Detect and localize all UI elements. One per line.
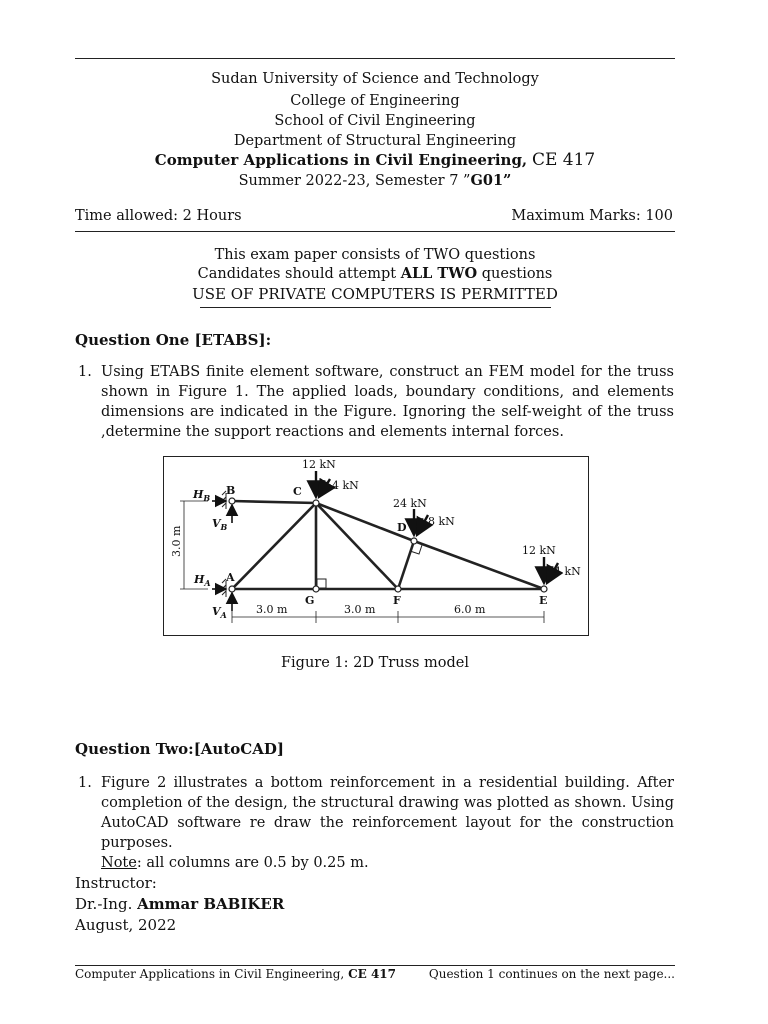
instruction-line-2-suffix: questions xyxy=(481,266,553,282)
instructor-label: Instructor: xyxy=(75,874,157,892)
question-two-text: Figure 2 illustrates a bottom reinforcement in a residential building. After completion of the design, the structural drawing was plotted as shown. Using AutoCAD software re draw the reinforcement layout for the construction purposes. xyxy=(101,775,674,851)
node-d xyxy=(411,538,417,544)
question-two-number: 1. xyxy=(78,775,92,791)
course-code: CE 417 xyxy=(531,150,596,170)
member-cf xyxy=(316,503,398,589)
instruction-line-3: USE OF PRIVATE COMPUTERS IS PERMITTED xyxy=(192,285,558,303)
group-code: G01” xyxy=(470,172,512,189)
course-title xyxy=(75,149,675,171)
instructor-title: Dr.-Ing. xyxy=(75,895,133,913)
instructor-date: August, 2022 xyxy=(75,916,177,934)
truss-members xyxy=(232,501,544,589)
dimension-fe: 6.0 m xyxy=(454,603,486,616)
header-rule xyxy=(75,231,675,232)
node-label-a: A xyxy=(226,571,235,584)
member-df xyxy=(398,541,414,589)
node-label-g: G xyxy=(305,594,315,607)
load-e-vertical: 12 kN xyxy=(522,544,556,557)
instructor-name: Ammar BABIKER xyxy=(137,895,285,913)
reaction-hb: $H_B$ xyxy=(193,488,211,503)
college-name: College of Engineering xyxy=(290,93,460,109)
node-f xyxy=(395,586,401,592)
reaction-va: $V_A$ xyxy=(212,605,227,620)
instruction-line-1: This exam paper consists of TWO questions xyxy=(214,247,536,263)
instruction-rule xyxy=(200,307,551,308)
exam-meta-row xyxy=(75,208,673,224)
load-d-horizontal: 8 kN xyxy=(428,515,455,528)
node-a xyxy=(229,586,235,592)
member-bc xyxy=(232,501,316,503)
question-two-note xyxy=(101,853,674,873)
load-c-horizontal: 4 kN xyxy=(332,479,359,492)
load-e-horizontal: 4 kN xyxy=(554,565,581,578)
reaction-ha: $H_A$ xyxy=(194,573,211,588)
footer-left xyxy=(75,967,396,981)
truss-figure xyxy=(163,456,589,636)
note-text: : all columns are 0.5 by 0.25 m. xyxy=(136,855,369,871)
node-e xyxy=(541,586,547,592)
node-c xyxy=(313,500,319,506)
node-label-d: D xyxy=(397,521,407,534)
instruction-line-2-bold: ALL TWO xyxy=(400,265,478,282)
university-name: Sudan University of Science and Technology xyxy=(211,71,539,87)
question-one-text: Using ETABS finite element software, construct an FEM model for the truss shown in Figure 1. The applied loads, boundary conditions, and elements dimensions are indicated in the Figure. Ignoring the self-weight of the truss ,determine the support reactions and elements internal forces. xyxy=(101,364,674,440)
figure-caption: Figure 1: 2D Truss model xyxy=(280,655,470,671)
node-b xyxy=(229,498,235,504)
instruction-line-2 xyxy=(75,263,675,285)
instructor-block xyxy=(75,873,284,936)
node-label-c: C xyxy=(293,485,302,498)
question-one-item xyxy=(78,362,674,442)
dimension-ag: 3.0 m xyxy=(256,603,288,616)
question-one-heading: Question One [ETABS]: xyxy=(75,331,272,349)
department-name: Department of Structural Engineering xyxy=(233,133,517,149)
node-g xyxy=(313,586,319,592)
question-one-number: 1. xyxy=(78,364,92,380)
dimension-gf: 3.0 m xyxy=(344,603,376,616)
instruction-line-2-prefix: Candidates should attempt xyxy=(197,266,397,282)
time-allowed: Time allowed: 2 Hours xyxy=(75,208,242,224)
node-label-e: E xyxy=(539,594,548,607)
school-name: School of Civil Engineering xyxy=(274,113,476,129)
member-ac xyxy=(232,503,316,589)
semester-text: Summer 2022-23, Semester 7 ” xyxy=(238,173,471,189)
load-d-vertical: 24 kN xyxy=(393,497,427,510)
top-rule xyxy=(75,58,675,59)
semester-line xyxy=(75,170,675,192)
footer-right: Question 1 continues on the next page... xyxy=(428,967,675,981)
reaction-vb: $V_B$ xyxy=(212,517,228,532)
truss-diagram xyxy=(164,457,588,635)
course-name: Computer Applications in Civil Engineering, xyxy=(154,151,528,169)
footer-course-code: CE 417 xyxy=(348,967,397,981)
footer-course: Computer Applications in Civil Engineering, xyxy=(75,967,345,981)
question-two-item xyxy=(78,773,674,873)
maximum-marks: Maximum Marks: 100 xyxy=(511,208,673,224)
note-label: Note xyxy=(101,855,137,871)
instructor-name-line xyxy=(75,894,284,915)
node-label-f: F xyxy=(393,594,401,607)
footer-rule xyxy=(75,965,675,966)
load-c-vertical: 12 kN xyxy=(302,458,336,471)
page-footer xyxy=(75,967,675,981)
question-two-heading: Question Two:[AutoCAD] xyxy=(75,740,284,758)
dimension-height: 3.0 m xyxy=(170,525,183,557)
node-label-b: B xyxy=(226,484,236,497)
